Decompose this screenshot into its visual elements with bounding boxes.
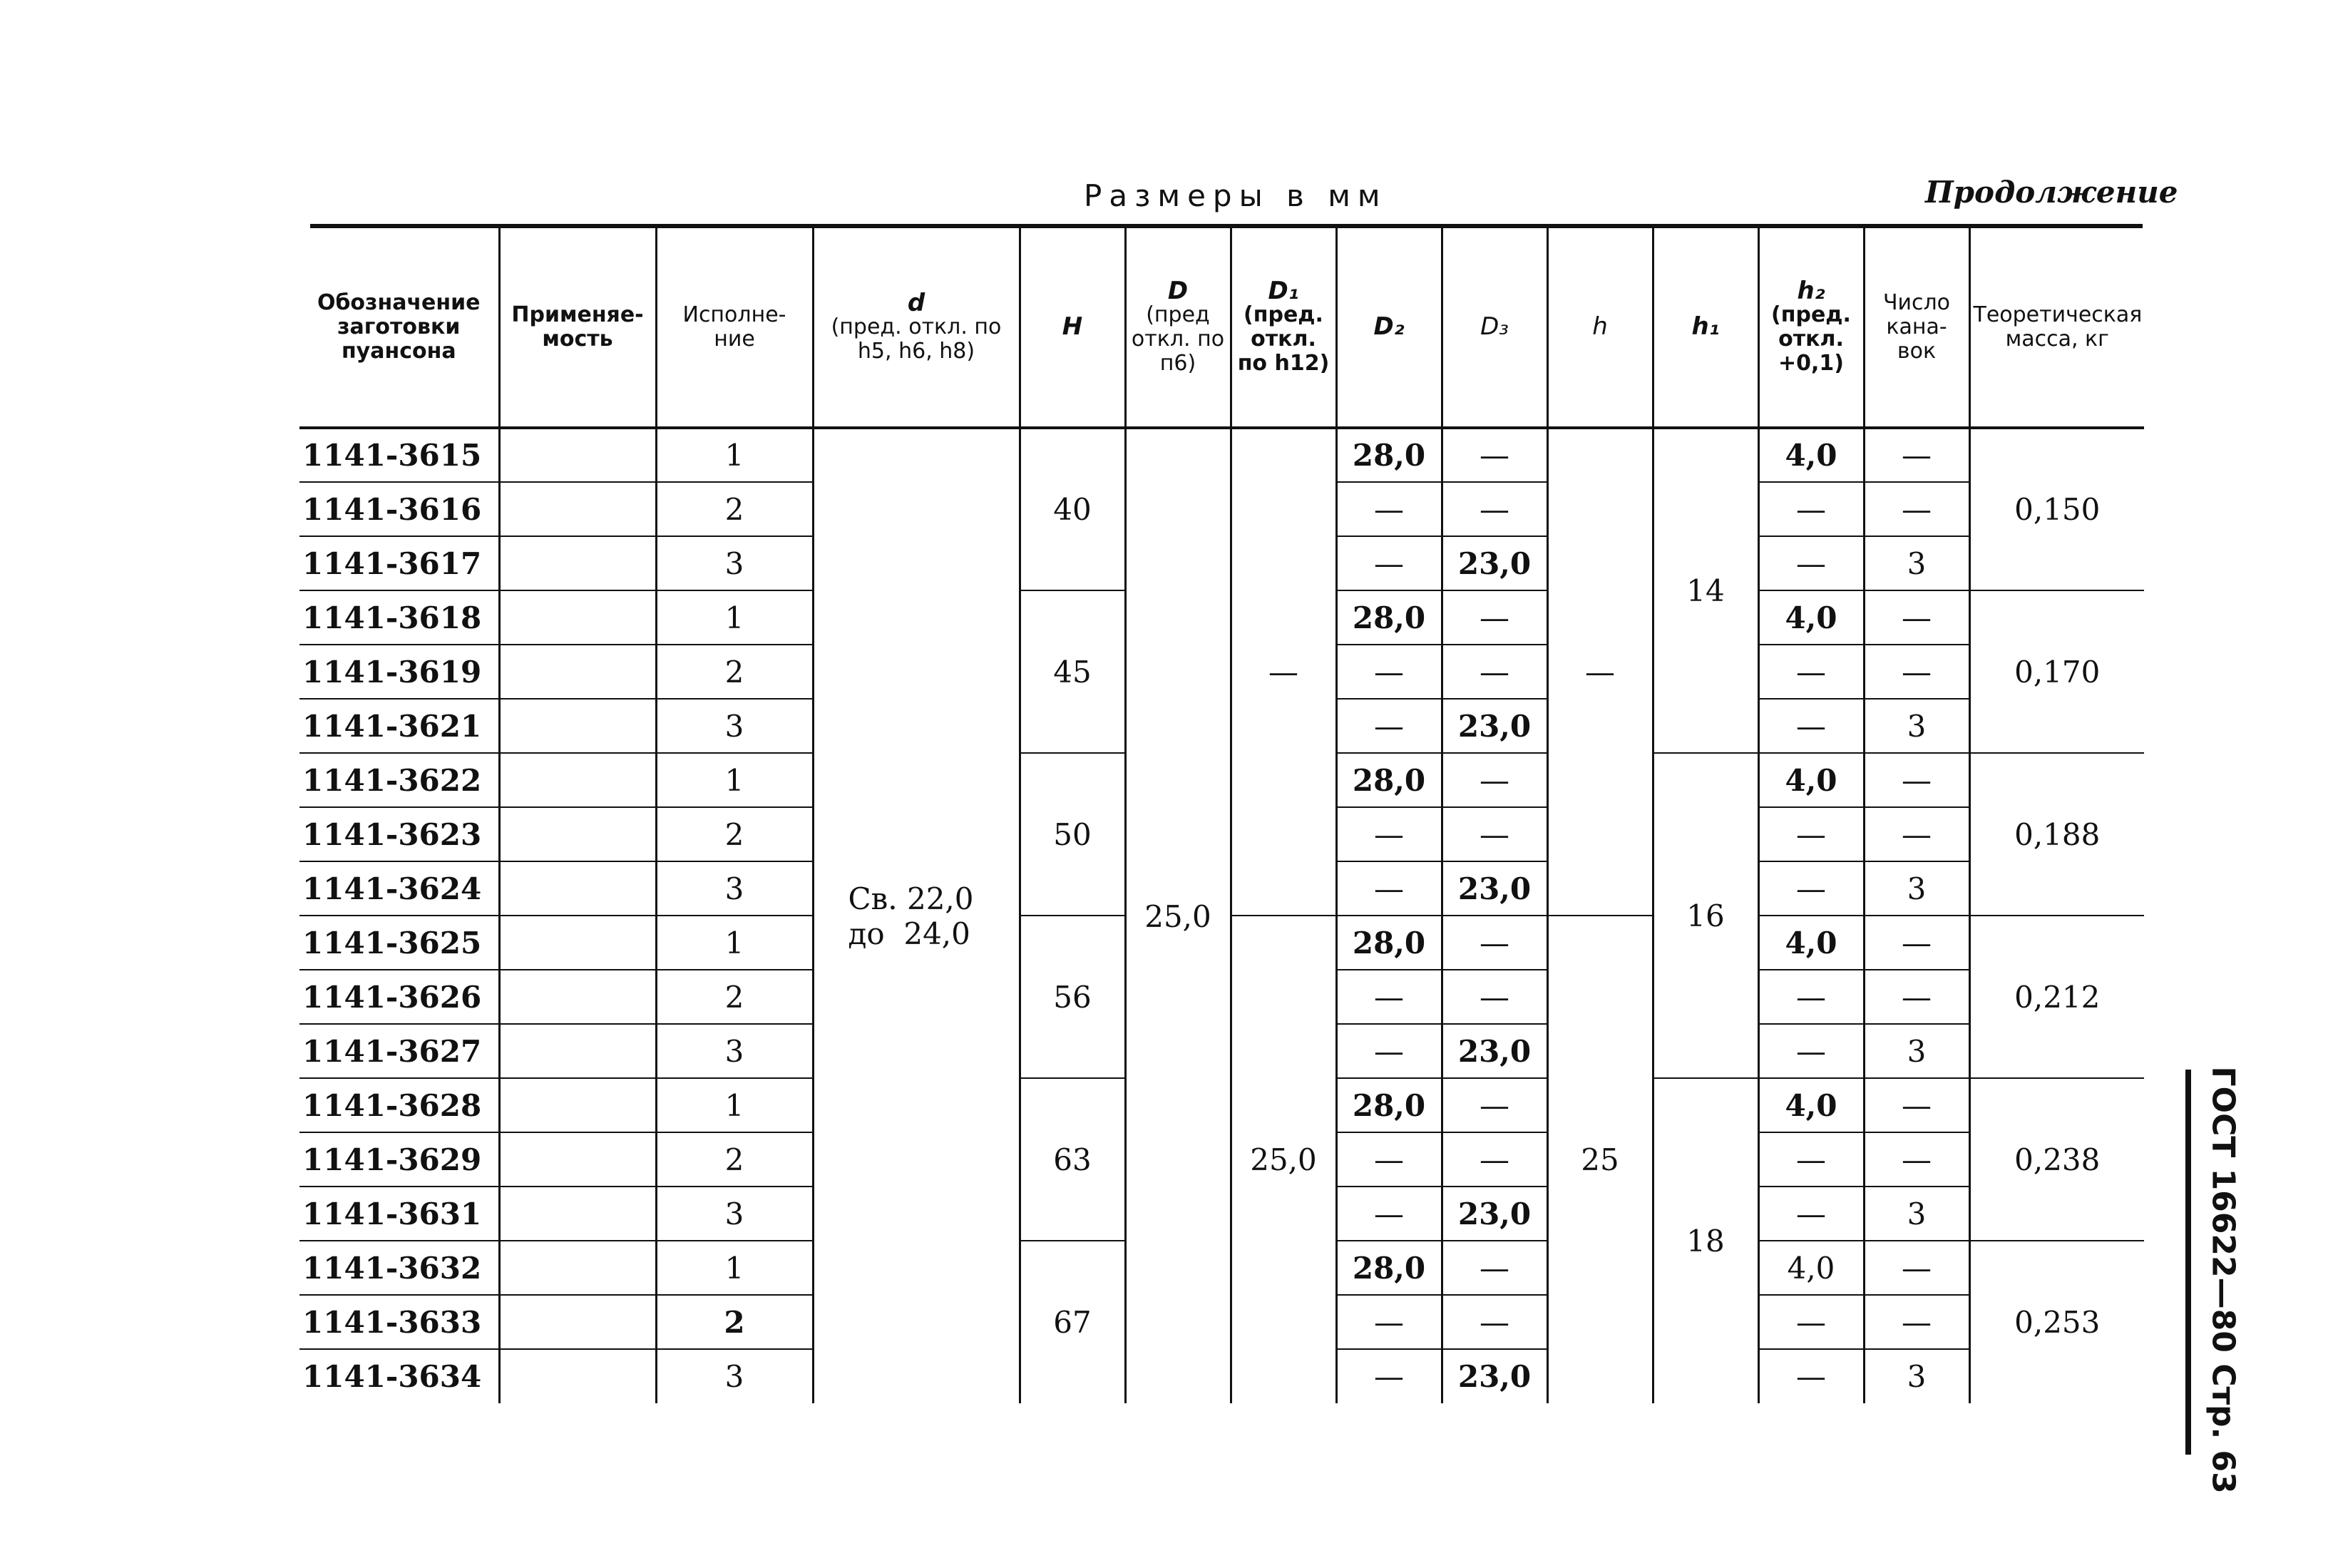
designation-cell: 1141-3633: [299, 1295, 499, 1349]
grooves-cell: —: [1864, 807, 1969, 861]
version-cell: 3: [656, 699, 813, 753]
grooves-cell: —: [1864, 1295, 1969, 1349]
D-cell: 25,0: [1125, 428, 1231, 1403]
h2-cell: —: [1758, 1187, 1864, 1241]
version-cell: 3: [656, 1024, 813, 1078]
designation-cell: 1141-3624: [299, 861, 499, 916]
version-cell: 2: [656, 807, 813, 861]
header-D3: [1442, 228, 1547, 428]
version-cell: 1: [656, 428, 813, 482]
header-D1-note: (пред. откл. по h12): [1237, 302, 1330, 376]
grooves-cell: 3: [1864, 536, 1969, 590]
D2-cell: —: [1336, 482, 1442, 536]
H-cell: 67: [1020, 1241, 1125, 1403]
H-cell: 45: [1020, 590, 1125, 753]
designation-cell: 1141-3627: [299, 1024, 499, 1078]
D2-cell: 28,0: [1336, 590, 1442, 645]
D2-cell: 28,0: [1336, 1078, 1442, 1132]
D3-cell: —: [1442, 916, 1547, 970]
applicability-cell: [499, 536, 656, 590]
designation-cell: 1141-3623: [299, 807, 499, 861]
header-h-symbol: h: [1592, 312, 1608, 341]
header-d-symbol: d: [907, 289, 925, 317]
version-cell: 1: [656, 753, 813, 807]
version-cell: 2: [656, 645, 813, 699]
version-cell: 2: [656, 1295, 813, 1349]
h2-cell: 4,0: [1758, 1241, 1864, 1295]
D3-cell: —: [1442, 753, 1547, 807]
header-h2-symbol: h₂: [1797, 277, 1825, 305]
h1-cell: 14: [1653, 428, 1758, 753]
h2-cell: —: [1758, 645, 1864, 699]
H-cell: 40: [1020, 428, 1125, 590]
header-applicability: Применяе- мость: [499, 228, 656, 428]
designation-cell: 1141-3625: [299, 916, 499, 970]
header-d-note: (пред. откл. по h5, h6, h8): [831, 314, 1002, 364]
header-D1-symbol: D₁: [1268, 277, 1299, 305]
continued-label: Продолжение: [1925, 175, 2178, 210]
applicability-cell: [499, 1024, 656, 1078]
applicability-cell: [499, 699, 656, 753]
h2-cell: 4,0: [1758, 753, 1864, 807]
D2-cell: 28,0: [1336, 428, 1442, 482]
applicability-cell: [499, 1349, 656, 1403]
D3-cell: 23,0: [1442, 1187, 1547, 1241]
header-D3-symbol: D₃: [1480, 312, 1509, 341]
applicability-cell: [499, 970, 656, 1024]
D2-cell: —: [1336, 1295, 1442, 1349]
header-d: [813, 228, 1020, 428]
header-D2: [1336, 228, 1442, 428]
h2-cell: —: [1758, 1024, 1864, 1078]
h2-cell: —: [1758, 1295, 1864, 1349]
h2-cell: —: [1758, 861, 1864, 916]
D3-cell: —: [1442, 1241, 1547, 1295]
mass-cell: 0,188: [1969, 753, 2144, 916]
grooves-cell: —: [1864, 753, 1969, 807]
D2-cell: —: [1336, 1024, 1442, 1078]
applicability-cell: [499, 482, 656, 536]
mass-cell: 0,253: [1969, 1241, 2144, 1403]
D3-cell: 23,0: [1442, 536, 1547, 590]
side-stamp-text: ГОСТ 16622—80 Стр. 63: [2205, 1066, 2242, 1494]
D3-cell: —: [1442, 1132, 1547, 1187]
h1-cell: 16: [1653, 753, 1758, 1078]
designation-cell: 1141-3616: [299, 482, 499, 536]
grooves-cell: 3: [1864, 1349, 1969, 1403]
header-D1: [1231, 228, 1336, 428]
header-H: [1020, 228, 1125, 428]
h2-cell: —: [1758, 1349, 1864, 1403]
D3-cell: 23,0: [1442, 861, 1547, 916]
D2-cell: 28,0: [1336, 916, 1442, 970]
mass-cell: 0,170: [1969, 590, 2144, 753]
D3-cell: —: [1442, 428, 1547, 482]
grooves-cell: —: [1864, 590, 1969, 645]
D3-cell: —: [1442, 590, 1547, 645]
designation-cell: 1141-3629: [299, 1132, 499, 1187]
designation-cell: 1141-3619: [299, 645, 499, 699]
designation-cell: 1141-3617: [299, 536, 499, 590]
h2-cell: —: [1758, 536, 1864, 590]
designation-cell: 1141-3621: [299, 699, 499, 753]
D3-cell: —: [1442, 807, 1547, 861]
D2-cell: 28,0: [1336, 1241, 1442, 1295]
h2-cell: —: [1758, 807, 1864, 861]
D3-cell: 23,0: [1442, 1349, 1547, 1403]
applicability-cell: [499, 1241, 656, 1295]
applicability-cell: [499, 807, 656, 861]
h2-cell: —: [1758, 970, 1864, 1024]
designation-cell: 1141-3628: [299, 1078, 499, 1132]
header-h1: [1653, 228, 1758, 428]
applicability-cell: [499, 861, 656, 916]
header-H-symbol: H: [1062, 312, 1083, 341]
header-D: [1125, 228, 1231, 428]
H-cell: 56: [1020, 916, 1125, 1078]
applicability-cell: [499, 1078, 656, 1132]
D2-cell: —: [1336, 861, 1442, 916]
grooves-cell: —: [1864, 1241, 1969, 1295]
version-cell: 2: [656, 482, 813, 536]
grooves-cell: —: [1864, 645, 1969, 699]
applicability-cell: [499, 1187, 656, 1241]
header-grooves: Число кана- вок: [1864, 228, 1969, 428]
applicability-cell: [499, 753, 656, 807]
designation-cell: 1141-3618: [299, 590, 499, 645]
D2-cell: —: [1336, 536, 1442, 590]
grooves-cell: 3: [1864, 861, 1969, 916]
header-row: [299, 228, 2144, 428]
designation-cell: 1141-3631: [299, 1187, 499, 1241]
header-D2-symbol: D₂: [1373, 312, 1405, 341]
grooves-cell: —: [1864, 916, 1969, 970]
grooves-cell: —: [1864, 428, 1969, 482]
D2-cell: —: [1336, 699, 1442, 753]
header-h2-note: (пред. откл. +0,1): [1771, 302, 1851, 376]
applicability-cell: [499, 590, 656, 645]
version-cell: 3: [656, 1349, 813, 1403]
d-cell: Св. 22,0 до 24,0: [813, 428, 1020, 1403]
version-cell: 1: [656, 1078, 813, 1132]
D3-cell: —: [1442, 1078, 1547, 1132]
header-designation: Обозначение заготовки пуансона: [299, 228, 499, 428]
grooves-cell: 3: [1864, 1187, 1969, 1241]
mass-cell: 0,212: [1969, 916, 2144, 1078]
D2-cell: —: [1336, 645, 1442, 699]
D2-cell: —: [1336, 1349, 1442, 1403]
H-cell: 50: [1020, 753, 1125, 916]
version-cell: 1: [656, 916, 813, 970]
header-mass: Теоретическая масса, кг: [1969, 228, 2144, 428]
mass-cell: 0,150: [1969, 428, 2144, 590]
mass-cell: 0,238: [1969, 1078, 2144, 1241]
h2-cell: 4,0: [1758, 590, 1864, 645]
grooves-cell: —: [1864, 482, 1969, 536]
D3-cell: —: [1442, 970, 1547, 1024]
header-h: [1547, 228, 1653, 428]
D3-cell: 23,0: [1442, 1024, 1547, 1078]
designation-cell: 1141-3622: [299, 753, 499, 807]
version-cell: 2: [656, 1132, 813, 1187]
version-cell: 1: [656, 590, 813, 645]
punch-blank-table: [299, 228, 2144, 1403]
grooves-cell: —: [1864, 970, 1969, 1024]
h2-cell: 4,0: [1758, 428, 1864, 482]
header-D-symbol: D: [1167, 277, 1189, 305]
grooves-cell: —: [1864, 1132, 1969, 1187]
D1-cell: 25,0: [1231, 916, 1336, 1403]
grooves-cell: 3: [1864, 1024, 1969, 1078]
D2-cell: 28,0: [1336, 753, 1442, 807]
h2-cell: —: [1758, 482, 1864, 536]
table-caption: Размеры в мм: [1084, 178, 1388, 213]
side-stamp: [2185, 1066, 2255, 1494]
version-cell: 3: [656, 861, 813, 916]
D2-cell: —: [1336, 1187, 1442, 1241]
h2-cell: 4,0: [1758, 916, 1864, 970]
D2-cell: —: [1336, 807, 1442, 861]
D3-cell: 23,0: [1442, 699, 1547, 753]
D3-cell: —: [1442, 1295, 1547, 1349]
grooves-cell: —: [1864, 1078, 1969, 1132]
header-h2: [1758, 228, 1864, 428]
header-D-note: (пред откл. по п6): [1131, 302, 1225, 376]
h1-cell: 18: [1653, 1078, 1758, 1403]
h-cell: 25: [1547, 916, 1653, 1403]
version-cell: 3: [656, 1187, 813, 1241]
designation-cell: 1141-3615: [299, 428, 499, 482]
designation-cell: 1141-3626: [299, 970, 499, 1024]
D3-cell: —: [1442, 482, 1547, 536]
h2-cell: 4,0: [1758, 1078, 1864, 1132]
version-cell: 2: [656, 970, 813, 1024]
version-cell: 1: [656, 1241, 813, 1295]
applicability-cell: [499, 1295, 656, 1349]
applicability-cell: [499, 428, 656, 482]
designation-cell: 1141-3632: [299, 1241, 499, 1295]
designation-cell: 1141-3634: [302, 1359, 482, 1394]
table-row: [299, 428, 2144, 482]
D2-cell: —: [1336, 970, 1442, 1024]
h-cell: —: [1547, 428, 1653, 916]
applicability-cell: [499, 916, 656, 970]
h2-cell: —: [1758, 1132, 1864, 1187]
applicability-cell: [499, 645, 656, 699]
grooves-cell: 3: [1864, 699, 1969, 753]
header-version: Исполне- ние: [656, 228, 813, 428]
h2-cell: —: [1758, 699, 1864, 753]
D2-cell: —: [1336, 1132, 1442, 1187]
applicability-cell: [499, 1132, 656, 1187]
D3-cell: —: [1442, 645, 1547, 699]
version-cell: 3: [656, 536, 813, 590]
D1-cell: —: [1231, 428, 1336, 916]
H-cell: 63: [1020, 1078, 1125, 1241]
header-h1-symbol: h₁: [1691, 312, 1720, 341]
